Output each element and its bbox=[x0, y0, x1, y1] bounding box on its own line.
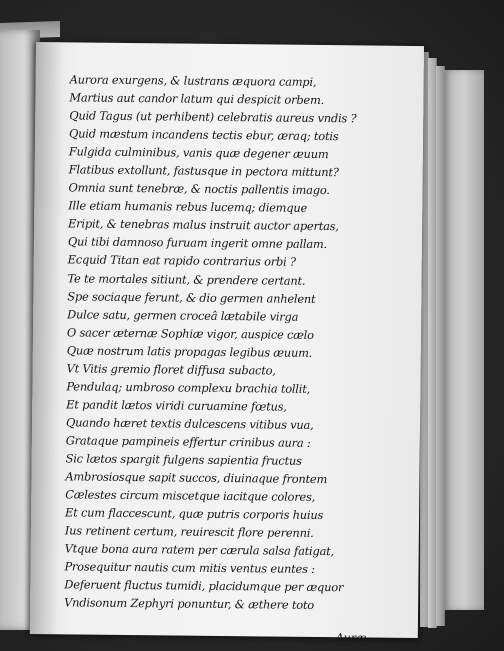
verse-line: Omnia sunt tenebræ, & noctis pallentis imago. bbox=[68, 180, 330, 198]
gutter-shadow bbox=[30, 42, 64, 634]
verse-line: Deferuent fluctus tumidi, placidumque per æquor bbox=[64, 577, 344, 595]
verse-line: O sacer æternæ Sophiæ vigor, auspice cælo bbox=[66, 324, 314, 342]
verse-line: Aurora exurgens, & lustrans æquora campi, bbox=[69, 72, 317, 89]
verse-line: Sic lætos spargit fulgens sapientia fructus bbox=[65, 451, 302, 468]
verse-line: Vndisonum Zephyri ponuntur, & æthere toto bbox=[64, 595, 315, 613]
verse-line: Martius aut candor latum qui despicit orbem. bbox=[69, 90, 325, 108]
verse-line: Fulgida culminibus, vanis quæ degener æuum bbox=[68, 144, 329, 162]
verse-line: Quid Tagus (ut perhibent) celebratis aureus vndis ? bbox=[69, 108, 357, 126]
verse-line: Grataque pampineis effertur crinibus aura : bbox=[65, 433, 311, 450]
verse-line: Cælestes circum miscetque iacitque colores, bbox=[65, 487, 316, 505]
verse-line: Te te mortales sitiunt, & prendere certant. bbox=[67, 270, 306, 288]
verse-line: Quæ nostrum latis propagas legibus æuum. bbox=[66, 343, 313, 360]
verse-line: Pendulaq; umbroso complexu brachia tollit, bbox=[66, 379, 311, 396]
verse-line: Dulce satu, germen croceâ lætabile virga bbox=[67, 306, 299, 324]
verse-line: Ius retinent certum, reuirescit flore perenni. bbox=[64, 523, 314, 541]
verse-line: Ille etiam humanis rebus lucemq; diemque bbox=[68, 198, 308, 216]
verse-line: Eripit, & tenebras malus instruit auctor apertas, bbox=[68, 216, 339, 234]
verse-line: Ecquid Titan eat rapido contrarius orbi ? bbox=[67, 252, 296, 270]
book-page bbox=[30, 42, 424, 645]
verse-line: Spe sociaque ferunt, & dio germen anhelent bbox=[67, 288, 316, 306]
verse-line: Quid mæstum incandens tectis ebur, æraq; totis bbox=[68, 126, 339, 144]
verse-line: Qui tibi damnoso furuam ingerit omne pallam. bbox=[67, 234, 328, 252]
verse-line: Et cum flaccescunt, quæ putris corporis huius bbox=[65, 505, 324, 523]
next-leaf-edge bbox=[444, 70, 484, 610]
verse-line: Flatibus extollunt, fastusque in pectora mittunt? bbox=[68, 162, 339, 180]
verse-line: Quando hæret textis dulcescens vitibus vua, bbox=[65, 415, 314, 432]
verse-line: Et pandit lætos viridi curuamine fœtus, bbox=[66, 397, 287, 414]
catchword: Auræ bbox=[335, 631, 367, 645]
verse-line: Ambrosiosque sapit succos, diuinaque frontem bbox=[65, 469, 328, 487]
poem-text bbox=[64, 70, 410, 615]
verse-line: Prosequitur nautis cum mitis ventus euntes : bbox=[64, 559, 315, 577]
verse-line: Vt Vitis gremio floret diffusa subacto, bbox=[66, 361, 276, 378]
verse-line: Vtque bona aura ratem per cærula salsa fatigat, bbox=[64, 541, 335, 559]
